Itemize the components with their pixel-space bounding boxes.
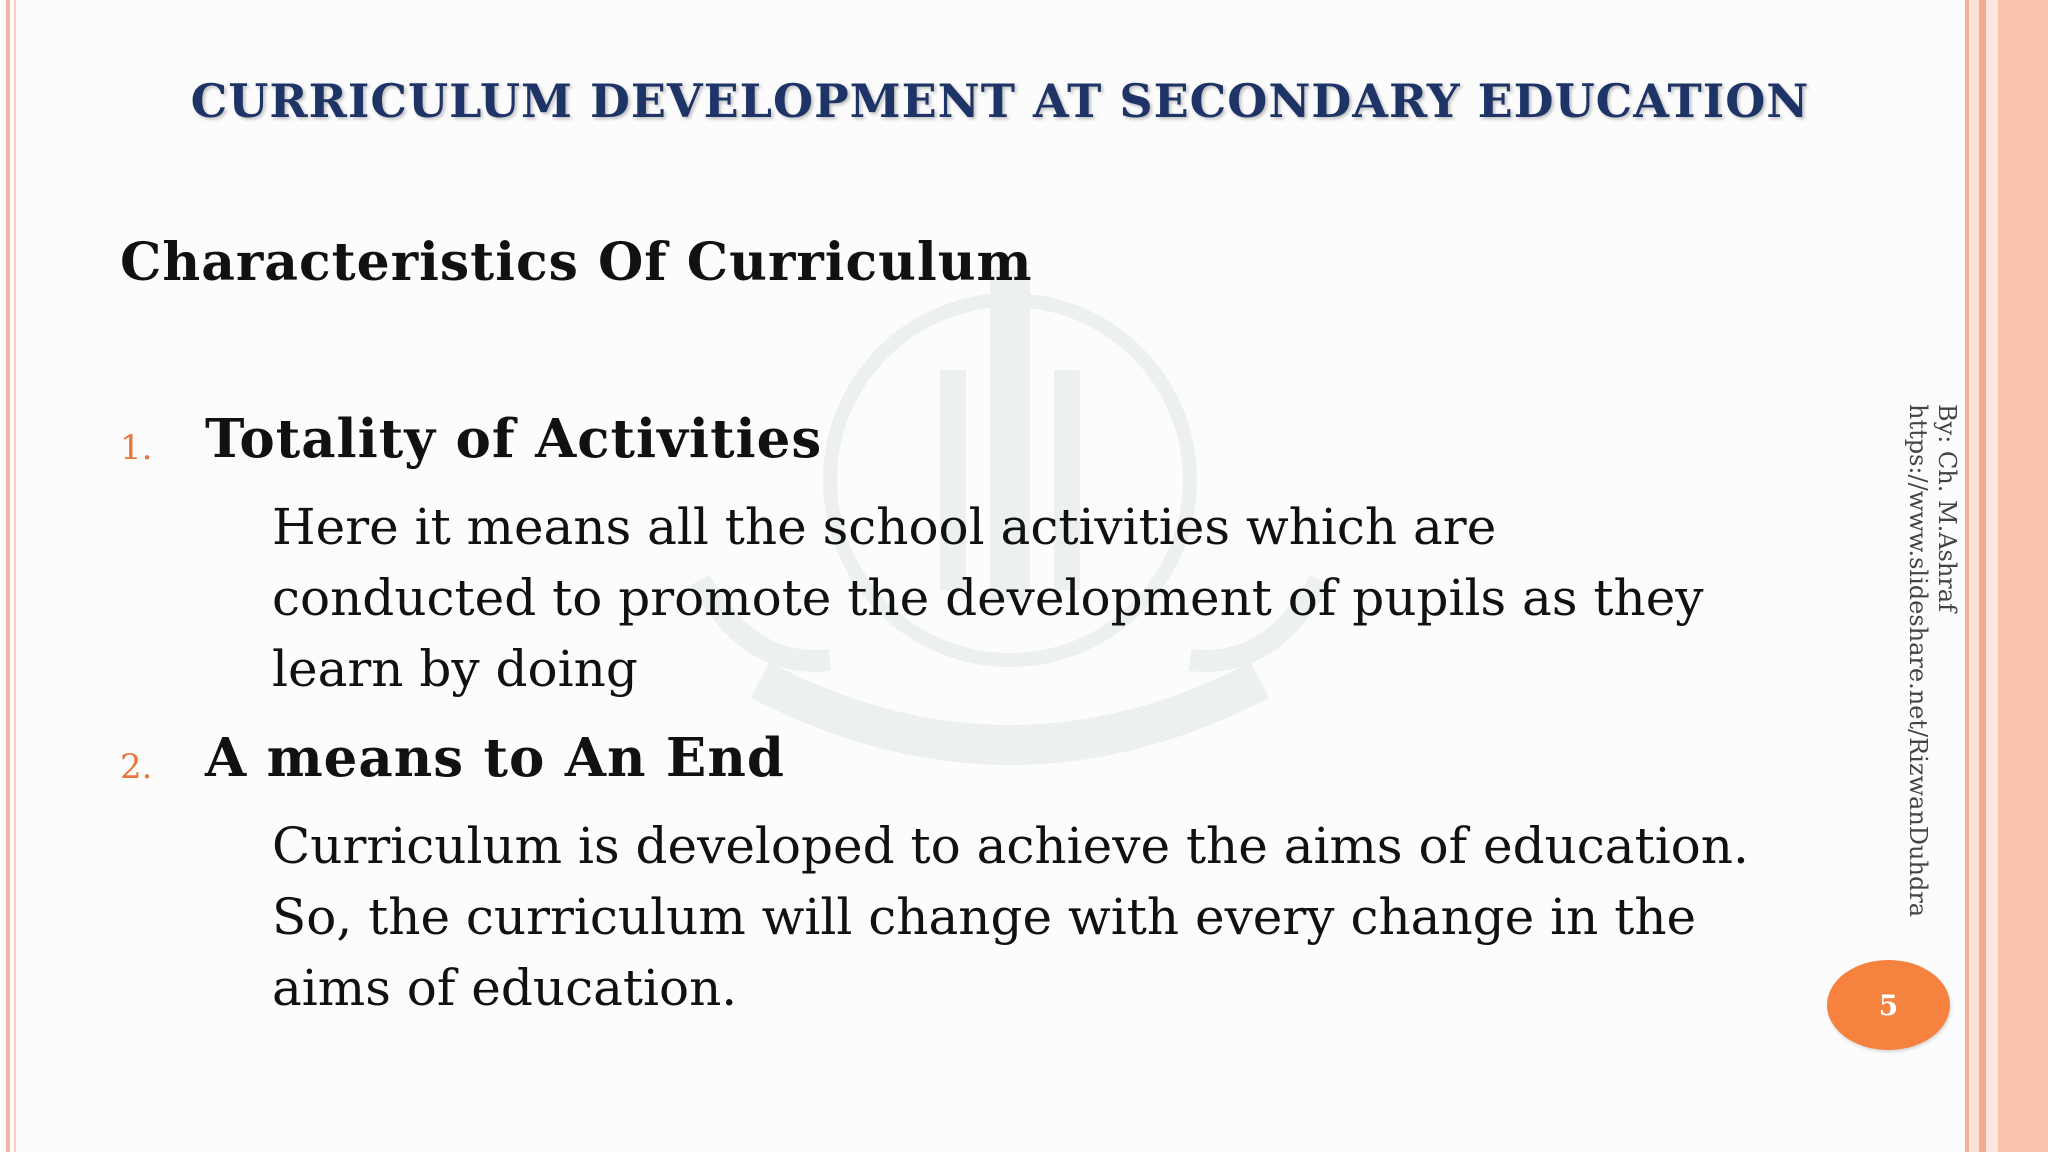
credit-url: https://www.slideshare.net/RizwanDuhdra	[1904, 404, 1932, 918]
item-heading: A means to An End	[205, 727, 785, 789]
item-body	[272, 492, 1872, 705]
body-line: learn by doing	[272, 640, 638, 698]
body-line: conducted to promote the development of pupils as they	[272, 569, 1704, 627]
border-stripe	[1979, 0, 1986, 1152]
item-body	[272, 811, 1872, 1024]
section-heading: Characteristics Of Curriculum	[120, 232, 1033, 293]
item-number: 2.	[120, 747, 153, 787]
credit-author: By: Ch. M.Ashraf	[1933, 404, 1961, 612]
body-line: aims of education.	[272, 959, 738, 1017]
border-stripe	[1998, 0, 2048, 1152]
item-heading: Totality of Activities	[205, 408, 823, 470]
page-number-badge	[1827, 960, 1950, 1050]
slide-title: CURRICULUM DEVELOPMENT AT SECONDARY EDUCATION	[190, 74, 1810, 128]
border-stripe	[1986, 0, 1998, 1152]
left-border-line-inner	[14, 0, 16, 1152]
body-line: Here it means all the school activities which are	[272, 498, 1497, 556]
item-number: 1.	[120, 428, 153, 468]
left-border-line	[6, 0, 10, 1152]
body-line: Curriculum is developed to achieve the aims of education.	[272, 817, 1749, 875]
body-line: So, the curriculum will change with every change in the	[272, 888, 1697, 946]
side-credit	[1890, 404, 1980, 924]
page-number: 5	[1878, 988, 1899, 1022]
